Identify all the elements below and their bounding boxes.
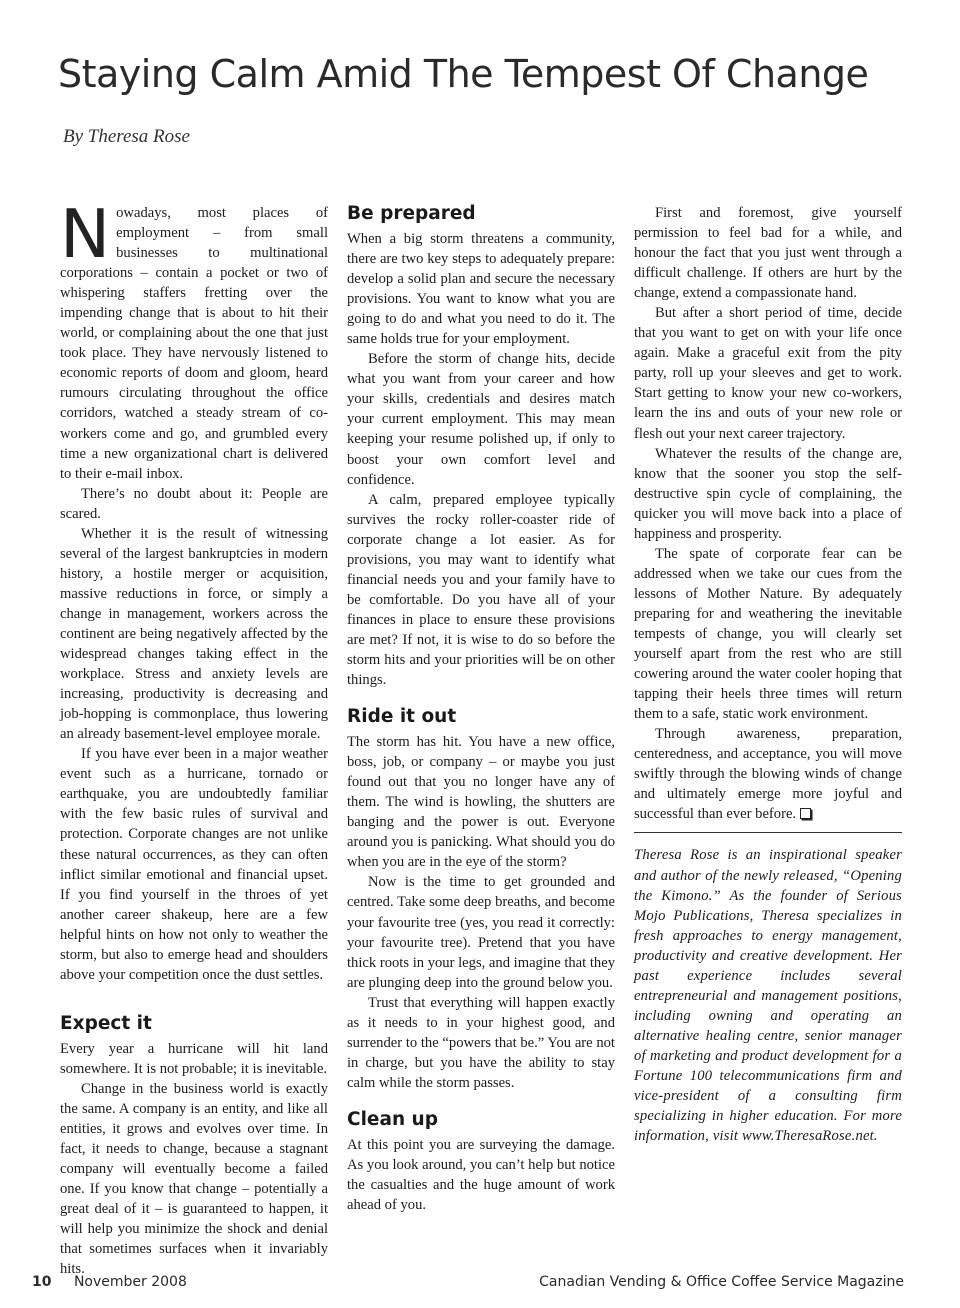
paragraph: At this point you are surveying the damage. As you look around, you can’t help but notice the casualties and the huge amount of work ahead of you. bbox=[347, 1136, 615, 1214]
closing-text: Through awareness, preparation, centeredness, and acceptance, you will move swiftly through the blowing winds of change and ultimately emerge more joyful and successful than ever before. bbox=[634, 726, 902, 823]
paragraph: Whether it is the result of witnessing several of the largest bankruptcies in modern history, a hostile merger or acquisition, massive reductions in force, or simply a change in management, workers across the continent are being negatively affected by the widespread changes taking effect in the workplace. Stress and anxiety levels are increasing, productivity is decreasing and job-hopping is commonplace, thus lowering an already basement-level employee morale. bbox=[60, 525, 328, 743]
article-title: Staying Calm Amid The Tempest Of Change bbox=[58, 52, 869, 96]
page-footer bbox=[32, 1274, 904, 1290]
subheading-be-prepared: Be prepared bbox=[347, 203, 476, 224]
paragraph: The spate of corporate fear can be addressed when we take our cues from the lessons of Mother Nature. By adequately preparing for and weathering the inevitable tempests of change, you will clearly set yourself apart from the rest who are still cowering around the water cooler hoping that tapping their heels three times will return them to a safe, static work environment. bbox=[634, 545, 902, 723]
subheading-ride-it-out: Ride it out bbox=[347, 706, 457, 728]
paragraph: There’s no doubt about it: People are scared. bbox=[60, 485, 328, 522]
paragraph: Trust that everything will happen exactly as it needs to in your highest good, and surrender to the “powers that be.” You are not in charge, but you have the ability to stay calm while the storm passes. bbox=[347, 994, 615, 1091]
drop-cap: N bbox=[60, 195, 111, 273]
paragraph: A calm, prepared employee typically survives the rocky roller-coaster ride of corporate change a lot easier. As for provisions, you may want to identify what financial needs you and your family have to be comfortable. Do you have all of your finances in place to ensure these provisions are met? If not, it is wise to do so before the storm hits and your priorities will be on other things. bbox=[347, 491, 615, 689]
byline: By Theresa Rose bbox=[63, 126, 190, 147]
paragraph: If you have ever been in a major weather event such as a hurricane, tornado or earthquake, you are undoubtedly familiar with the few basic rules of survival and protection. Corporate changes are not unlike these natural occurrences, as they can often inflict similar emotional and financial upset. If you find yourself in the throes of yet another career shakeup, here are a few helpful hints on how not only to weather the storm, but also to emerge head and shoulders above your competition once the dust settles. bbox=[60, 746, 328, 983]
closing-paragraph bbox=[634, 724, 902, 824]
paragraph: Change in the business world is exactly the same. A company is an entity, and like all entities, it grows and evolves over time. In fact, it needs to change, because a stagnant company will eventually become a failed one. If you know that change – potentially a great deal of it – is guaranteed to happen, it will help you minimize the shock and denial that sometimes surfaces when it invariably hits. bbox=[60, 1080, 328, 1278]
column-3 bbox=[634, 203, 902, 1146]
subheading-clean-up: Clean up bbox=[347, 1108, 438, 1130]
subheading-expect-it: Expect it bbox=[60, 1012, 152, 1034]
paragraph: First and foremost, give yourself permission to feel bad for a while, and honour the fact that you just went through a difficult challenge. If others are hurt by the change, extend a compassionate hand. bbox=[634, 205, 902, 302]
author-bio: Theresa Rose is an inspirational speaker and author of the newly released, “Opening the Kimono.” As the founder of Serious Mojo Publications, Theresa specializes in fresh approaches to energy management, productivity and creative development. Her past experience includes several entrepreneurial and management positions, including owning and operating an alternative healing centre, senior manager of marketing and product development for a Fortune 100 telecommunications firm and vice-president of a consulting firm specializing in higher education. For more information, visit www.TheresaRose.net. bbox=[634, 847, 902, 1145]
paragraph: When a big storm threatens a community, there are two key steps to adequately prepare: develop a solid plan and secure the necessary provisions. You want to know what you are going to do and what you need to do it. The same holds true for your employment. bbox=[347, 231, 615, 348]
paragraph: But after a short period of time, decide that you want to get on with your life once again. Make a graceful exit from the pity party, roll up your sleeves and get to work. Start getting to know your new co-workers, learn the ins and outs of your new role or flesh out your next career trajectory. bbox=[634, 305, 902, 442]
intro-text: owadays, most places of employment – from small businesses to multinational corporations – contain a pocket or two of whispering staffers fretting over the impending change that is about to hit their world, or complaining about the one that just took place. They have nervously listened to economic reports of doom and gloom, heard rumours circulating throughout the office corridors, watched a steady stream of co-workers come and go, and grumbled every time a new organizational chart is delivered to their e-mail inbox. bbox=[60, 205, 328, 482]
column-2 bbox=[347, 203, 615, 1215]
magazine-name: Canadian Vending & Office Coffee Service Magazine bbox=[539, 1274, 904, 1290]
intro-paragraph bbox=[60, 195, 328, 484]
paragraph: Every year a hurricane will hit land somewhere. It is not probable; it is inevitable. bbox=[60, 1040, 328, 1077]
paragraph: Before the storm of change hits, decide what you want from your career and how your skills, credentials and desires match your current employment. This may mean keeping your resume polished up, if only to boost your own comfort level and confidence. bbox=[347, 351, 615, 488]
column-1 bbox=[60, 195, 328, 1279]
paragraph: The storm has hit. You have a new office, boss, job, or company – or maybe you just found out that you no longer have any of them. The wind is howling, the shutters are banging and the power is out. Everyone around you is panicking. What should you do when you are in the eye of the storm? bbox=[347, 734, 615, 871]
page-number: 10 bbox=[32, 1274, 52, 1290]
ballot-box-end-icon bbox=[800, 808, 811, 819]
bio-divider bbox=[634, 832, 902, 833]
paragraph: Whatever the results of the change are, know that the sooner you stop the self-destructive spin cycle of complaining, the quicker you will move back into a place of happiness and prosperity. bbox=[634, 445, 902, 542]
paragraph: Now is the time to get grounded and centred. Take some deep breaths, and become your favourite tree (yes, you read it correctly: your favourite tree). Pretend that you have thick roots in your legs, and imagine that they are plunging deep into the ground below you. bbox=[347, 874, 615, 991]
issue-date: November 2008 bbox=[73, 1274, 187, 1290]
